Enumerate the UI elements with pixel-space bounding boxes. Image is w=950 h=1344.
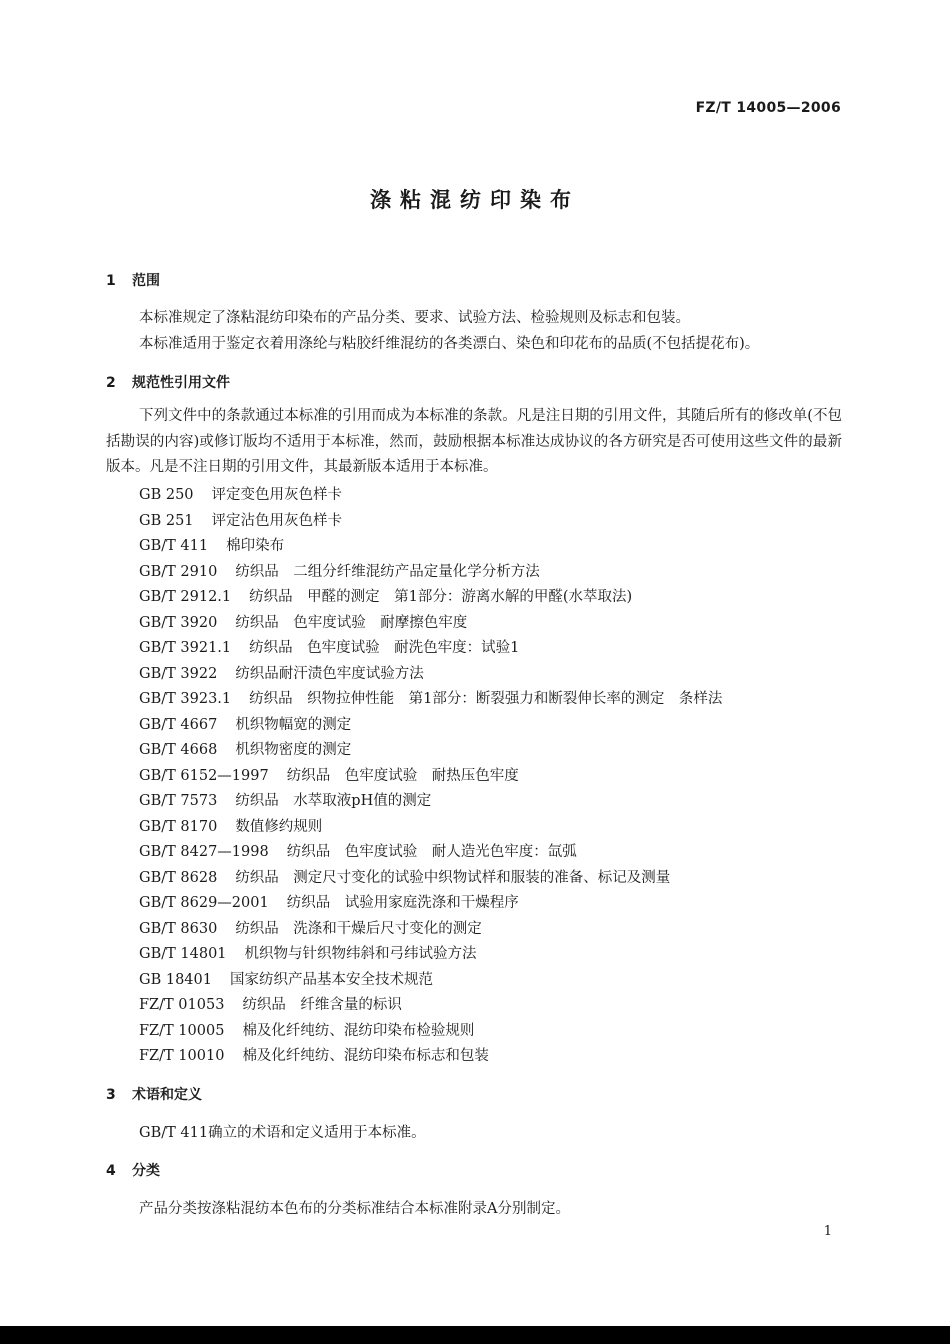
reference-title: 纺织品耐汗渍色牢度试验方法 — [235, 665, 424, 682]
standard-code: FZ/T 14005—2006 — [695, 100, 841, 116]
reference-code: GB/T 3922 — [139, 665, 218, 682]
reference-item — [139, 917, 722, 943]
reference-title: 纺织品 纤维含量的标识 — [242, 997, 402, 1013]
references-intro-paragraph: 下列文件中的条款通过本标准的引用而成为本标准的条款。凡是注日期的引用文件，其随后所有的修改单(不包括勘误的内容)或修订版均不适用于本标准，然而，鼓励根据本标准达成协议的各方研究是否可使用这些文件的最新版本。凡是不注日期的引用文件，其最新版本适用于本标准。 — [106, 408, 842, 475]
section-number: 3 — [106, 1087, 116, 1103]
reference-code: GB/T 3923.1 — [139, 691, 232, 707]
reference-item — [139, 1019, 722, 1045]
reference-title: 纺织品 织物拉伸性能 第1部分：断裂强力和断裂伸长率的测定 条样法 — [249, 691, 723, 707]
reference-code: FZ/T 10005 — [139, 1022, 225, 1039]
reference-title: 评定变色用灰色样卡 — [211, 487, 343, 503]
page-number: 1 — [823, 1224, 832, 1239]
reference-code: GB/T 8628 — [139, 869, 218, 886]
reference-item — [139, 866, 722, 892]
section-title: 范围 — [132, 273, 160, 289]
reference-item — [139, 687, 722, 713]
reference-code: FZ/T 10010 — [139, 1048, 225, 1064]
reference-item — [139, 891, 722, 917]
reference-item — [139, 483, 722, 509]
section-title: 规范性引用文件 — [132, 375, 230, 391]
section-1-heading — [106, 270, 160, 290]
reference-code: GB/T 8630 — [139, 920, 218, 937]
document-title: 涤粘混纺印染布 — [370, 188, 580, 212]
normative-reference-list — [139, 483, 722, 1070]
section-4-heading — [106, 1160, 160, 1180]
reference-item — [139, 738, 722, 764]
reference-item — [139, 636, 722, 662]
reference-code: GB/T 4668 — [139, 742, 218, 758]
reference-code: GB/T 411 — [139, 538, 209, 554]
reference-code: GB/T 14801 — [139, 946, 227, 962]
section-number: 4 — [106, 1163, 116, 1179]
reference-item — [139, 942, 722, 968]
reference-item — [139, 560, 722, 586]
reference-code: GB 250 — [139, 487, 194, 503]
section-number: 2 — [106, 375, 116, 391]
reference-title: 棉印染布 — [226, 538, 285, 554]
section-2-heading — [106, 372, 230, 392]
reference-item — [139, 968, 722, 994]
reference-title: 棉及化纤纯纺、混纺印染布标志和包装 — [242, 1048, 489, 1064]
section-title: 分类 — [132, 1163, 160, 1179]
reference-title: 纺织品 洗涤和干燥后尺寸变化的测定 — [235, 920, 482, 937]
classification-paragraph: 产品分类按涤粘混纺本色布的分类标准结合本标准附录A分别制定。 — [139, 1201, 570, 1217]
reference-title: 机织物幅宽的测定 — [235, 716, 352, 733]
reference-item — [139, 764, 722, 790]
reference-code: GB/T 8427—1998 — [139, 844, 269, 860]
reference-code: GB 18401 — [139, 971, 212, 988]
reference-item — [139, 509, 722, 535]
reference-code: GB/T 3920 — [139, 614, 218, 631]
reference-code: GB/T 8629—2001 — [139, 895, 269, 911]
reference-title: 纺织品 色牢度试验 耐洗色牢度：试验1 — [249, 640, 520, 656]
reference-item — [139, 789, 722, 815]
reference-title: 纺织品 色牢度试验 耐人造光色牢度：氙弧 — [286, 844, 577, 860]
reference-title: 纺织品 测定尺寸变化的试验中织物试样和服装的准备、标记及测量 — [235, 869, 671, 886]
reference-title: 纺织品 色牢度试验 耐摩擦色牢度 — [235, 614, 468, 631]
reference-item — [139, 534, 722, 560]
section-3-heading — [106, 1084, 202, 1104]
reference-code: GB/T 2910 — [139, 563, 218, 580]
reference-title: 纺织品 二组分纤维混纺产品定量化学分析方法 — [235, 563, 540, 580]
reference-title: 国家纺织产品基本安全技术规范 — [229, 971, 433, 988]
reference-code: GB/T 8170 — [139, 818, 218, 835]
reference-title: 纺织品 色牢度试验 耐热压色牢度 — [286, 767, 519, 784]
reference-code: GB/T 4667 — [139, 716, 218, 733]
reference-code: GB/T 3921.1 — [139, 640, 232, 656]
reference-item — [139, 993, 722, 1019]
reference-item — [139, 611, 722, 637]
reference-item — [139, 840, 722, 866]
scope-paragraph-1: 本标准规定了涤粘混纺印染布的产品分类、要求、试验方法、检验规则及标志和包装。 — [139, 310, 690, 326]
reference-code: FZ/T 01053 — [139, 997, 225, 1013]
section-title: 术语和定义 — [132, 1087, 202, 1103]
reference-code: GB/T 7573 — [139, 793, 218, 809]
reference-title: 数值修约规则 — [235, 818, 323, 835]
reference-code: GB 251 — [139, 512, 194, 529]
section-number: 1 — [106, 273, 116, 289]
reference-item — [139, 585, 722, 611]
terms-paragraph: GB/T 411确立的术语和定义适用于本标准。 — [139, 1125, 426, 1141]
reference-item — [139, 815, 722, 841]
reference-title: 机织物与针织物纬斜和弓纬试验方法 — [244, 946, 477, 962]
reference-code: GB/T 6152—1997 — [139, 767, 269, 784]
reference-code: GB/T 2912.1 — [139, 589, 232, 605]
reference-item — [139, 662, 722, 688]
reference-title: 评定沾色用灰色样卡 — [211, 512, 343, 529]
reference-item — [139, 1044, 722, 1070]
reference-title: 纺织品 试验用家庭洗涤和干燥程序 — [286, 895, 519, 911]
reference-item — [139, 713, 722, 739]
reference-title: 棉及化纤纯纺、混纺印染布检验规则 — [242, 1022, 475, 1039]
scope-paragraph-2: 本标准适用于鉴定衣着用涤纶与粘胶纤维混纺的各类漂白、染色和印花布的品质(不包括提花布)。 — [139, 336, 760, 352]
bottom-border-bar — [0, 1326, 950, 1344]
reference-title: 纺织品 甲醛的测定 第1部分：游离水解的甲醛(水萃取法) — [249, 589, 633, 605]
reference-title: 纺织品 水萃取液pH值的测定 — [235, 793, 432, 809]
reference-title: 机织物密度的测定 — [235, 742, 352, 758]
